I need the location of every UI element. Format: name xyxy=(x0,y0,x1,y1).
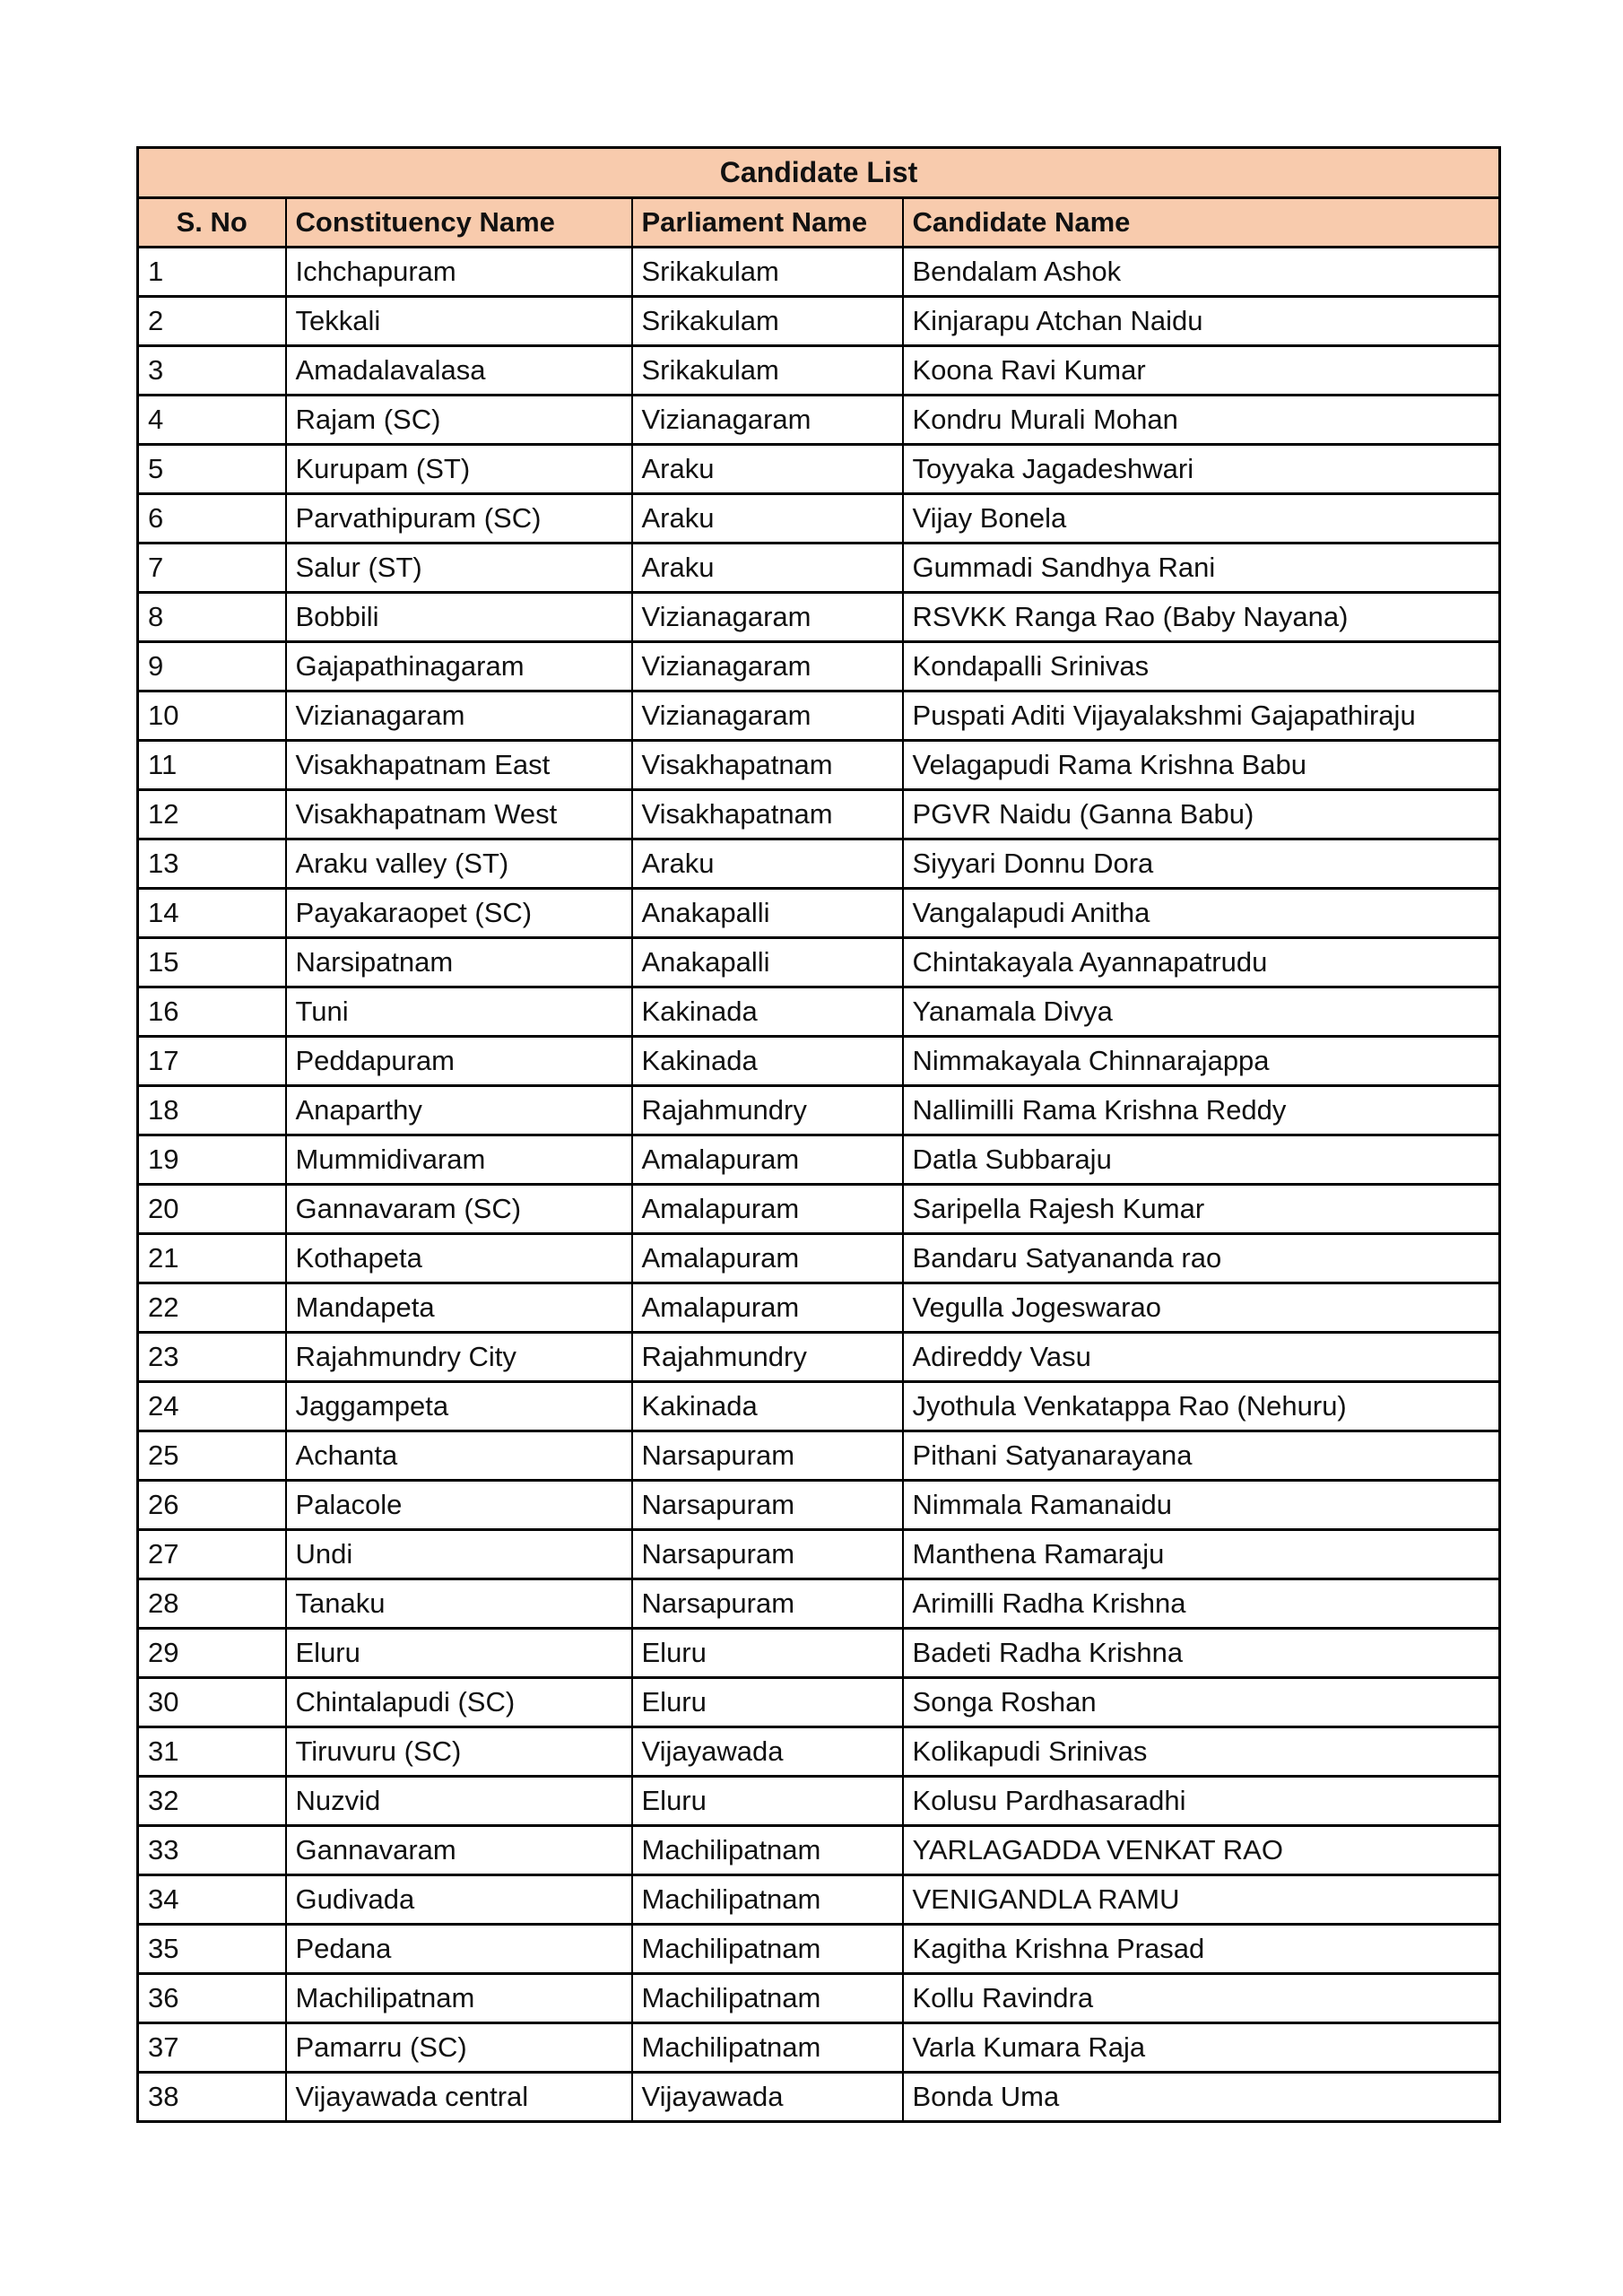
sno-cell: 30 xyxy=(138,1678,286,1727)
candidate-cell: Jyothula Venkatappa Rao (Nehuru) xyxy=(903,1382,1500,1431)
candidate-cell: Velagapudi Rama Krishna Babu xyxy=(903,741,1500,790)
constituency-cell: Vizianagaram xyxy=(286,691,632,741)
constituency-cell: Gannavaram xyxy=(286,1826,632,1875)
table-row xyxy=(138,396,1500,445)
constituency-cell: Peddapuram xyxy=(286,1037,632,1086)
candidate-cell: Badeti Radha Krishna xyxy=(903,1629,1500,1678)
candidate-cell: Toyyaka Jagadeshwari xyxy=(903,445,1500,494)
constituency-cell: Rajahmundry City xyxy=(286,1333,632,1382)
table-row xyxy=(138,2023,1500,2073)
sno-cell: 34 xyxy=(138,1875,286,1925)
sno-cell: 10 xyxy=(138,691,286,741)
sno-cell: 26 xyxy=(138,1481,286,1530)
table-row xyxy=(138,1037,1500,1086)
constituency-cell: Mummidivaram xyxy=(286,1135,632,1185)
sno-cell: 23 xyxy=(138,1333,286,1382)
candidate-cell: Bonda Uma xyxy=(903,2073,1500,2122)
parliament-cell: Narsapuram xyxy=(632,1530,903,1579)
parliament-cell: Amalapuram xyxy=(632,1283,903,1333)
constituency-cell: Gajapathinagaram xyxy=(286,642,632,691)
parliament-cell: Araku xyxy=(632,494,903,544)
candidate-cell: Pithani Satyanarayana xyxy=(903,1431,1500,1481)
candidate-cell: Kolikapudi Srinivas xyxy=(903,1727,1500,1777)
parliament-cell: Machilipatnam xyxy=(632,1974,903,2023)
table-row xyxy=(138,1234,1500,1283)
parliament-cell: Araku xyxy=(632,839,903,889)
parliament-cell: Kakinada xyxy=(632,1037,903,1086)
parliament-cell: Anakapalli xyxy=(632,889,903,938)
candidate-cell: Gummadi Sandhya Rani xyxy=(903,544,1500,593)
table-row xyxy=(138,2073,1500,2122)
parliament-cell: Vizianagaram xyxy=(632,396,903,445)
column-header-constituency: Constituency Name xyxy=(286,198,632,248)
table-row xyxy=(138,741,1500,790)
parliament-cell: Machilipatnam xyxy=(632,1826,903,1875)
candidate-cell: VENIGANDLA RAMU xyxy=(903,1875,1500,1925)
constituency-cell: Payakaraopet (SC) xyxy=(286,889,632,938)
table-row xyxy=(138,1086,1500,1135)
table-row xyxy=(138,1185,1500,1234)
constituency-cell: Amadalavalasa xyxy=(286,346,632,396)
parliament-cell: Machilipatnam xyxy=(632,1875,903,1925)
constituency-cell: Palacole xyxy=(286,1481,632,1530)
constituency-cell: Jaggampeta xyxy=(286,1382,632,1431)
candidate-cell: Siyyari Donnu Dora xyxy=(903,839,1500,889)
candidate-cell: Kolusu Pardhasaradhi xyxy=(903,1777,1500,1826)
candidate-cell: Nimmakayala Chinnarajappa xyxy=(903,1037,1500,1086)
candidate-cell: PGVR Naidu (Ganna Babu) xyxy=(903,790,1500,839)
candidate-cell: Yanamala Divya xyxy=(903,987,1500,1037)
sno-cell: 12 xyxy=(138,790,286,839)
sno-cell: 32 xyxy=(138,1777,286,1826)
candidate-cell: Nallimilli Rama Krishna Reddy xyxy=(903,1086,1500,1135)
table-row xyxy=(138,494,1500,544)
table-row xyxy=(138,790,1500,839)
table-row xyxy=(138,1530,1500,1579)
candidate-cell: Saripella Rajesh Kumar xyxy=(903,1185,1500,1234)
constituency-cell: Tuni xyxy=(286,987,632,1037)
candidate-table xyxy=(136,146,1501,2123)
parliament-cell: Eluru xyxy=(632,1678,903,1727)
candidate-cell: RSVKK Ranga Rao (Baby Nayana) xyxy=(903,593,1500,642)
candidate-cell: Vijay Bonela xyxy=(903,494,1500,544)
sno-cell: 24 xyxy=(138,1382,286,1431)
candidate-cell: Kinjarapu Atchan Naidu xyxy=(903,297,1500,346)
table-row xyxy=(138,1678,1500,1727)
table-row xyxy=(138,1727,1500,1777)
table-row xyxy=(138,938,1500,987)
constituency-cell: Chintalapudi (SC) xyxy=(286,1678,632,1727)
parliament-cell: Vizianagaram xyxy=(632,642,903,691)
parliament-cell: Vizianagaram xyxy=(632,593,903,642)
sno-cell: 25 xyxy=(138,1431,286,1481)
constituency-cell: Gudivada xyxy=(286,1875,632,1925)
constituency-cell: Nuzvid xyxy=(286,1777,632,1826)
table-header-row xyxy=(138,198,1500,248)
table-title-row xyxy=(138,148,1500,198)
parliament-cell: Eluru xyxy=(632,1777,903,1826)
constituency-cell: Anaparthy xyxy=(286,1086,632,1135)
table-row xyxy=(138,1777,1500,1826)
parliament-cell: Vijayawada xyxy=(632,1727,903,1777)
parliament-cell: Narsapuram xyxy=(632,1431,903,1481)
sno-cell: 38 xyxy=(138,2073,286,2122)
constituency-cell: Pamarru (SC) xyxy=(286,2023,632,2073)
sno-cell: 9 xyxy=(138,642,286,691)
parliament-cell: Visakhapatnam xyxy=(632,741,903,790)
table-row xyxy=(138,1629,1500,1678)
parliament-cell: Machilipatnam xyxy=(632,1925,903,1974)
candidate-cell: Datla Subbaraju xyxy=(903,1135,1500,1185)
candidate-cell: Vangalapudi Anitha xyxy=(903,889,1500,938)
table-row xyxy=(138,1579,1500,1629)
sno-cell: 16 xyxy=(138,987,286,1037)
parliament-cell: Machilipatnam xyxy=(632,2023,903,2073)
candidate-cell: Varla Kumara Raja xyxy=(903,2023,1500,2073)
constituency-cell: Tekkali xyxy=(286,297,632,346)
parliament-cell: Srikakulam xyxy=(632,297,903,346)
candidate-cell: YARLAGADDA VENKAT RAO xyxy=(903,1826,1500,1875)
constituency-cell: Parvathipuram (SC) xyxy=(286,494,632,544)
table-row xyxy=(138,1135,1500,1185)
parliament-cell: Araku xyxy=(632,445,903,494)
constituency-cell: Eluru xyxy=(286,1629,632,1678)
table-row xyxy=(138,1925,1500,1974)
candidate-cell: Bendalam Ashok xyxy=(903,248,1500,297)
sno-cell: 6 xyxy=(138,494,286,544)
constituency-cell: Bobbili xyxy=(286,593,632,642)
table-row xyxy=(138,889,1500,938)
sno-cell: 20 xyxy=(138,1185,286,1234)
table-row xyxy=(138,544,1500,593)
parliament-cell: Rajahmundry xyxy=(632,1333,903,1382)
parliament-cell: Kakinada xyxy=(632,987,903,1037)
constituency-cell: Visakhapatnam West xyxy=(286,790,632,839)
table-row xyxy=(138,1283,1500,1333)
sno-cell: 15 xyxy=(138,938,286,987)
parliament-cell: Amalapuram xyxy=(632,1234,903,1283)
parliament-cell: Rajahmundry xyxy=(632,1086,903,1135)
parliament-cell: Anakapalli xyxy=(632,938,903,987)
candidate-cell: Vegulla Jogeswarao xyxy=(903,1283,1500,1333)
parliament-cell: Srikakulam xyxy=(632,346,903,396)
parliament-cell: Narsapuram xyxy=(632,1579,903,1629)
parliament-cell: Kakinada xyxy=(632,1382,903,1431)
parliament-cell: Srikakulam xyxy=(632,248,903,297)
parliament-cell: Amalapuram xyxy=(632,1135,903,1185)
table-row xyxy=(138,839,1500,889)
constituency-cell: Kothapeta xyxy=(286,1234,632,1283)
parliament-cell: Vijayawada xyxy=(632,2073,903,2122)
sno-cell: 13 xyxy=(138,839,286,889)
constituency-cell: Undi xyxy=(286,1530,632,1579)
parliament-cell: Vizianagaram xyxy=(632,691,903,741)
candidate-cell: Manthena Ramaraju xyxy=(903,1530,1500,1579)
sno-cell: 4 xyxy=(138,396,286,445)
sno-cell: 33 xyxy=(138,1826,286,1875)
constituency-cell: Kurupam (ST) xyxy=(286,445,632,494)
table-row xyxy=(138,1826,1500,1875)
column-header-parliament: Parliament Name xyxy=(632,198,903,248)
table-row xyxy=(138,445,1500,494)
constituency-cell: Machilipatnam xyxy=(286,1974,632,2023)
table-title: Candidate List xyxy=(138,148,1500,198)
constituency-cell: Achanta xyxy=(286,1431,632,1481)
table-row xyxy=(138,1481,1500,1530)
table-row xyxy=(138,346,1500,396)
table-row xyxy=(138,1974,1500,2023)
sno-cell: 22 xyxy=(138,1283,286,1333)
candidate-cell: Puspati Aditi Vijayalakshmi Gajapathiraju xyxy=(903,691,1500,741)
sno-cell: 8 xyxy=(138,593,286,642)
column-header-sno: S. No xyxy=(138,198,286,248)
sno-cell: 28 xyxy=(138,1579,286,1629)
table-row xyxy=(138,987,1500,1037)
column-header-candidate: Candidate Name xyxy=(903,198,1500,248)
candidate-cell: Kondapalli Srinivas xyxy=(903,642,1500,691)
sno-cell: 2 xyxy=(138,297,286,346)
constituency-cell: Araku valley (ST) xyxy=(286,839,632,889)
constituency-cell: Tiruvuru (SC) xyxy=(286,1727,632,1777)
constituency-cell: Rajam (SC) xyxy=(286,396,632,445)
sno-cell: 27 xyxy=(138,1530,286,1579)
constituency-cell: Pedana xyxy=(286,1925,632,1974)
constituency-cell: Vijayawada central xyxy=(286,2073,632,2122)
candidate-cell: Arimilli Radha Krishna xyxy=(903,1579,1500,1629)
candidate-cell: Koona Ravi Kumar xyxy=(903,346,1500,396)
candidate-cell: Chintakayala Ayannapatrudu xyxy=(903,938,1500,987)
sno-cell: 11 xyxy=(138,741,286,790)
constituency-cell: Visakhapatnam East xyxy=(286,741,632,790)
constituency-cell: Narsipatnam xyxy=(286,938,632,987)
sno-cell: 19 xyxy=(138,1135,286,1185)
candidate-cell: Kollu Ravindra xyxy=(903,1974,1500,2023)
parliament-cell: Narsapuram xyxy=(632,1481,903,1530)
sno-cell: 31 xyxy=(138,1727,286,1777)
parliament-cell: Amalapuram xyxy=(632,1185,903,1234)
sno-cell: 18 xyxy=(138,1086,286,1135)
candidate-cell: Adireddy Vasu xyxy=(903,1333,1500,1382)
sno-cell: 29 xyxy=(138,1629,286,1678)
constituency-cell: Salur (ST) xyxy=(286,544,632,593)
table-row xyxy=(138,1382,1500,1431)
table-body xyxy=(138,248,1500,2122)
table-row xyxy=(138,642,1500,691)
sno-cell: 3 xyxy=(138,346,286,396)
parliament-cell: Araku xyxy=(632,544,903,593)
sno-cell: 21 xyxy=(138,1234,286,1283)
constituency-cell: Tanaku xyxy=(286,1579,632,1629)
table-row xyxy=(138,593,1500,642)
candidate-cell: Kagitha Krishna Prasad xyxy=(903,1925,1500,1974)
candidate-cell: Bandaru Satyananda rao xyxy=(903,1234,1500,1283)
sno-cell: 1 xyxy=(138,248,286,297)
parliament-cell: Visakhapatnam xyxy=(632,790,903,839)
constituency-cell: Gannavaram (SC) xyxy=(286,1185,632,1234)
sno-cell: 14 xyxy=(138,889,286,938)
candidate-cell: Kondru Murali Mohan xyxy=(903,396,1500,445)
table-row xyxy=(138,1875,1500,1925)
table-row xyxy=(138,691,1500,741)
candidate-cell: Songa Roshan xyxy=(903,1678,1500,1727)
sno-cell: 35 xyxy=(138,1925,286,1974)
table-row xyxy=(138,297,1500,346)
sno-cell: 17 xyxy=(138,1037,286,1086)
sno-cell: 5 xyxy=(138,445,286,494)
sno-cell: 37 xyxy=(138,2023,286,2073)
table-row xyxy=(138,1333,1500,1382)
sno-cell: 36 xyxy=(138,1974,286,2023)
candidate-cell: Nimmala Ramanaidu xyxy=(903,1481,1500,1530)
table-row xyxy=(138,248,1500,297)
table-row xyxy=(138,1431,1500,1481)
parliament-cell: Eluru xyxy=(632,1629,903,1678)
constituency-cell: Ichchapuram xyxy=(286,248,632,297)
constituency-cell: Mandapeta xyxy=(286,1283,632,1333)
sno-cell: 7 xyxy=(138,544,286,593)
